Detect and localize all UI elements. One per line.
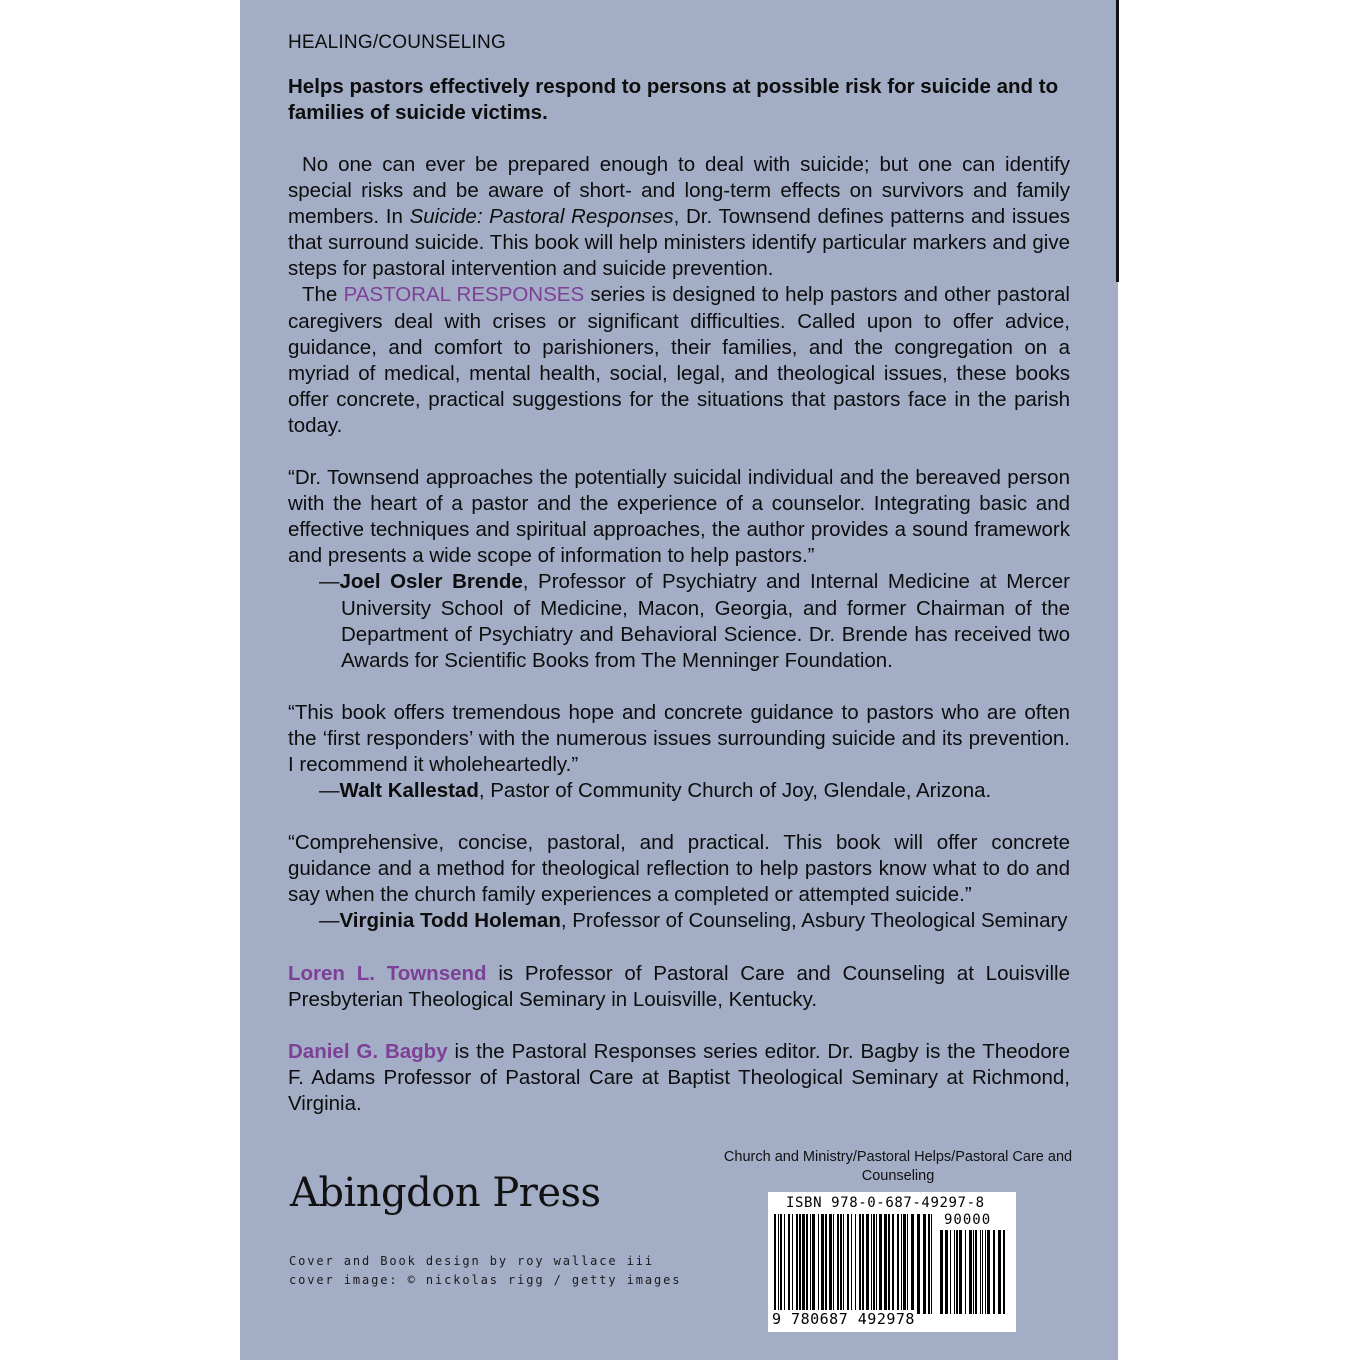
design-credit-line: Cover and Book design by roy wallace iii (289, 1254, 654, 1268)
back-cover-text (288, 30, 1070, 1117)
intro-paragraph: No one can ever be prepared enough to deal with suicide; but one can identify special risks and be aware of short- and long-term effects on survivors and family members. In Suicide: Pastoral Responses, Dr. Townsend defines patterns and issues that surround suicide. This book will help ministers identify particular markers and give steps for pastoral intervention and suicide prevention. (288, 153, 1070, 281)
quote-author: Joel Osler Brende (339, 570, 523, 594)
isbn-barcode (768, 1192, 1016, 1332)
publisher-logo: Abingdon Press (290, 1170, 601, 1216)
series-paragraph: The PASTORAL RESPONSES series is designed to help pastors and other pastoral caregivers deal with crises or significant difficulties. Called upon to offer advice, guidance, and comfort to parishioners, their families, and the congregation on a myriad of medical, mental health, social, legal, and theological issues, these books offer concrete, practical suggestions for the situations that pastors face in the parish today. (288, 283, 1070, 437)
editor-bio: Daniel G. Bagby is the Pastoral Responses series editor. Dr. Bagby is the Theodore F. Adams Professor of Pastoral Care at Baptist Theological Seminary at Richmond, Virginia. (288, 1039, 1070, 1115)
quote-attribution: —Virginia Todd Holeman, Professor of Counseling, Asbury Theological Seminary (319, 909, 1068, 933)
subject-category: Church and Ministry/Pastoral Helps/Pastoral Care and Counseling (723, 1149, 1073, 1184)
author-bio: Loren L. Townsend is Professor of Pastoral Care and Counseling at Louisville Presbyterian Theological Seminary in Louisville, Kentucky. (288, 961, 1070, 1011)
design-credits (289, 1252, 681, 1290)
image-credit-line: cover image: © nickolas rigg / getty images (289, 1273, 682, 1287)
isbn-text: ISBN 978-0-687-49297-8 (786, 1195, 985, 1211)
barcode-bars-icon (774, 1214, 934, 1314)
author-name: Loren L. Townsend (288, 961, 487, 985)
quote-text: “This book offers tremendous hope and concrete guidance to pastors who are often the ‘first responders’ with the numerous issues surrounding suicide and its prevention. I recommend it wholeheartedly.” (288, 700, 1070, 776)
book-title: Suicide: Pastoral Responses (409, 205, 674, 229)
spine-edge (1116, 0, 1119, 282)
quote-author: Virginia Todd Holeman (339, 909, 561, 933)
addon-barcode-bars-icon (940, 1230, 1008, 1314)
price-addon-text: 90000 (944, 1212, 992, 1228)
series-name: PASTORAL RESPONSES (343, 283, 585, 307)
quote-text: “Dr. Townsend approaches the potentially suicidal individual and the bereaved person with the heart of a pastor and the experience of a counselor. Integrating basic and effective techniques and spiritual approaches, the author provides a sound framework and presents a wide scope of information to help pastors.” (288, 466, 1070, 568)
barcode-digits: 9 780687 492978 (772, 1310, 915, 1328)
quote-author: Walt Kallestad (339, 779, 479, 803)
quote-attribution: —Joel Osler Brende, Professor of Psychiatry and Internal Medicine at Mercer University School of Medicine, Macon, Georgia, and former Chairman of the Department of Psychiatry and Behavioral Science. Dr. Brende has received two Awards for Scientific Books from The Menninger Foundation. (319, 570, 1070, 672)
quote-text: “Comprehensive, concise, pastoral, and practical. This book will offer concrete guidance and a method for theological reflection to help pastors know what to do and say when the church family experiences a completed or attempted suicide.” (288, 831, 1070, 907)
editor-name: Daniel G. Bagby (288, 1039, 448, 1063)
lead-statement: Helps pastors effectively respond to persons at possible risk for suicide and to families of suicide victims. (288, 75, 1059, 124)
quote-attribution: —Walt Kallestad, Pastor of Community Church of Joy, Glendale, Arizona. (319, 779, 992, 803)
category-label: HEALING/COUNSELING (288, 32, 506, 53)
